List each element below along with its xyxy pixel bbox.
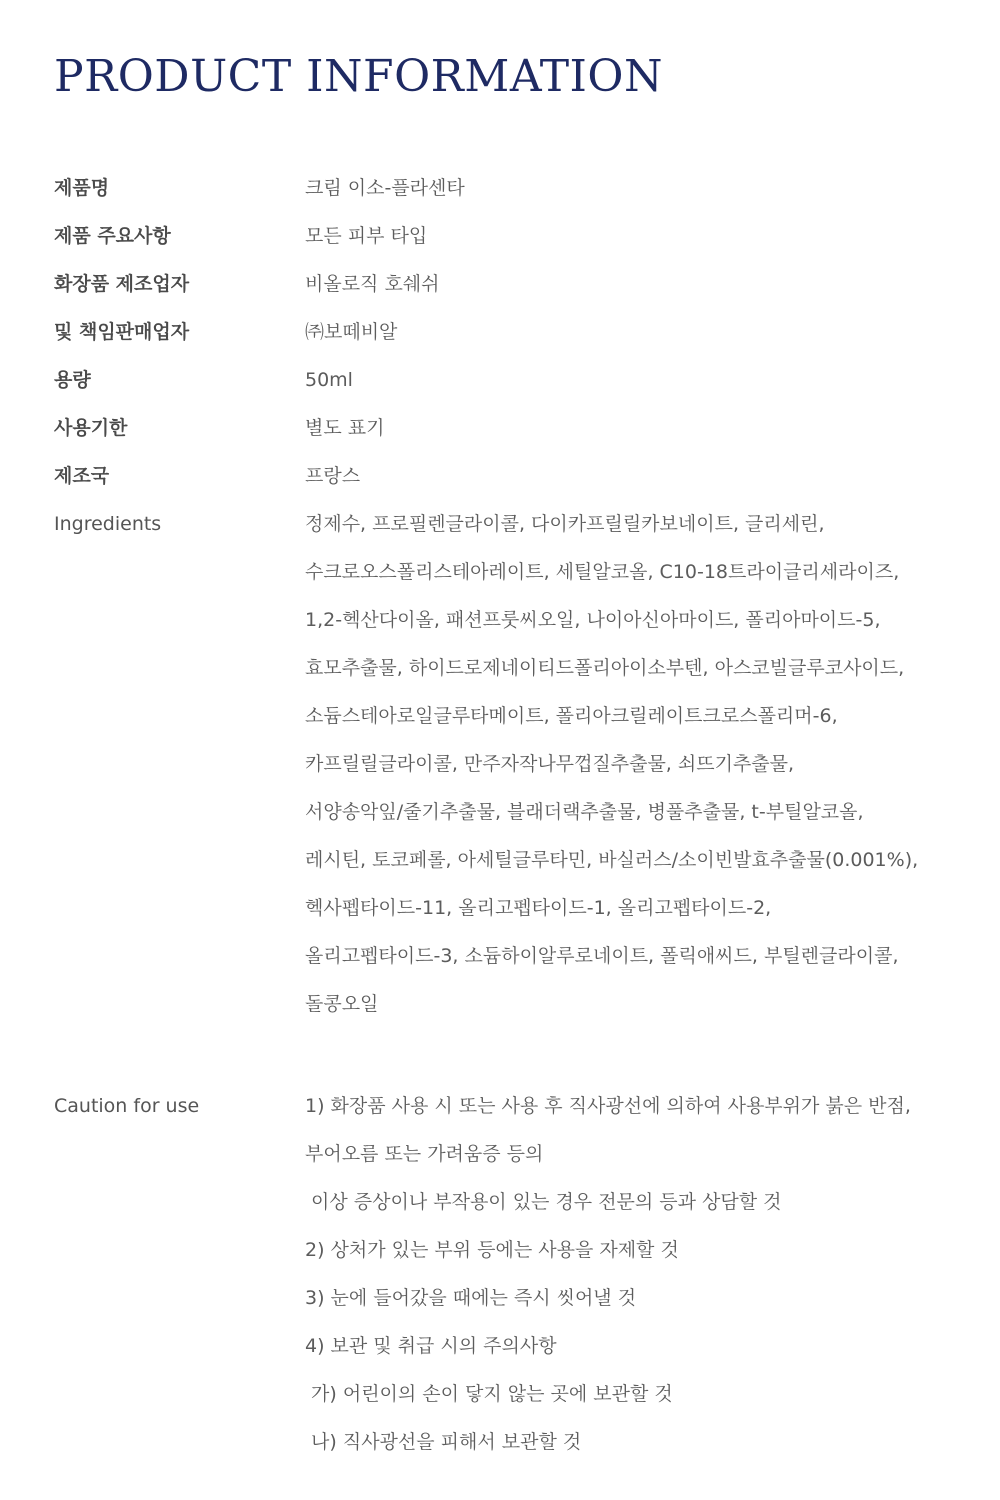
manufacturer-label: 화장품 제조업자	[54, 273, 190, 295]
caution-line: 이상 증상이나 부작용이 있는 경우 전문의 등과 상담할 것	[305, 1191, 782, 1213]
expiry-label: 사용기한	[54, 417, 128, 439]
ingredients-line: 효모추출물, 하이드로제네이티드폴리아이소부텐, 아스코빌글루코사이드,	[305, 657, 905, 679]
country-label: 제조국	[54, 465, 110, 487]
volume-value: 50ml	[305, 369, 353, 391]
main-features-label: 제품 주요사항	[54, 225, 171, 247]
distributor-value: ㈜보떼비알	[305, 321, 398, 343]
main-features-value: 모든 피부 타입	[305, 225, 428, 247]
caution-line: 3) 눈에 들어갔을 때에는 즉시 씻어낼 것	[305, 1287, 637, 1309]
expiry-value: 별도 표기	[305, 417, 385, 439]
volume-label: 용량	[54, 369, 91, 391]
caution-line: 1) 화장품 사용 시 또는 사용 후 직사광선에 의하여 사용부위가 붉은 반점,	[305, 1095, 911, 1117]
caution-line: 가) 어린이의 손이 닿지 않는 곳에 보관할 것	[305, 1383, 673, 1405]
product-name-label: 제품명	[54, 177, 110, 199]
country-value: 프랑스	[305, 465, 361, 487]
caution-line: 나) 직사광선을 피해서 보관할 것	[305, 1431, 582, 1453]
ingredients-list	[305, 500, 965, 1028]
ingredients-line: 레시틴, 토코페롤, 아세틸글루타민, 바실러스/소이빈발효추출물(0.001%),	[305, 849, 919, 871]
distributor-label: 및 책임판매업자	[54, 321, 190, 343]
caution-line: 부어오름 또는 가려움증 등의	[305, 1143, 544, 1165]
caution-line: 2) 상처가 있는 부위 등에는 사용을 자제할 것	[305, 1239, 679, 1261]
ingredients-line: 1,2-헥산다이올, 패션프룻씨오일, 나이아신아마이드, 폴리아마이드-5,	[305, 609, 881, 631]
caution-line: 4) 보관 및 취급 시의 주의사항	[305, 1335, 557, 1357]
ingredients-line: 정제수, 프로필렌글라이콜, 다이카프릴릴카보네이트, 글리세린,	[305, 513, 825, 535]
ingredients-label: Ingredients	[54, 513, 162, 535]
product-name-value: 크림 이소-플라센타	[305, 177, 465, 199]
ingredients-line: 소듐스테아로일글루타메이트, 폴리아크릴레이트크로스폴리머-6,	[305, 705, 838, 727]
manufacturer-value: 비올로직 호쉐쉬	[305, 273, 440, 295]
ingredients-line: 수크로오스폴리스테아레이트, 세틸알코올, C10-18트라이글리세라이즈,	[305, 561, 900, 583]
ingredients-line: 올리고펩타이드-3, 소듐하이알루로네이트, 폴릭애씨드, 부틸렌글라이콜,	[305, 945, 899, 967]
ingredients-line: 카프릴릴글라이콜, 만주자작나무껍질추출물, 쇠뜨기추출물,	[305, 753, 795, 775]
ingredients-line: 헥사펩타이드-11, 올리고펩타이드-1, 올리고펩타이드-2,	[305, 897, 772, 919]
caution-list	[305, 1082, 965, 1466]
ingredients-line: 서양송악잎/줄기추출물, 블래더랙추출물, 병풀추출물, t-부틸알코올,	[305, 801, 864, 823]
page-title: PRODUCT INFORMATION	[54, 51, 663, 102]
caution-label: Caution for use	[54, 1095, 200, 1117]
ingredients-line: 돌콩오일	[305, 993, 379, 1015]
